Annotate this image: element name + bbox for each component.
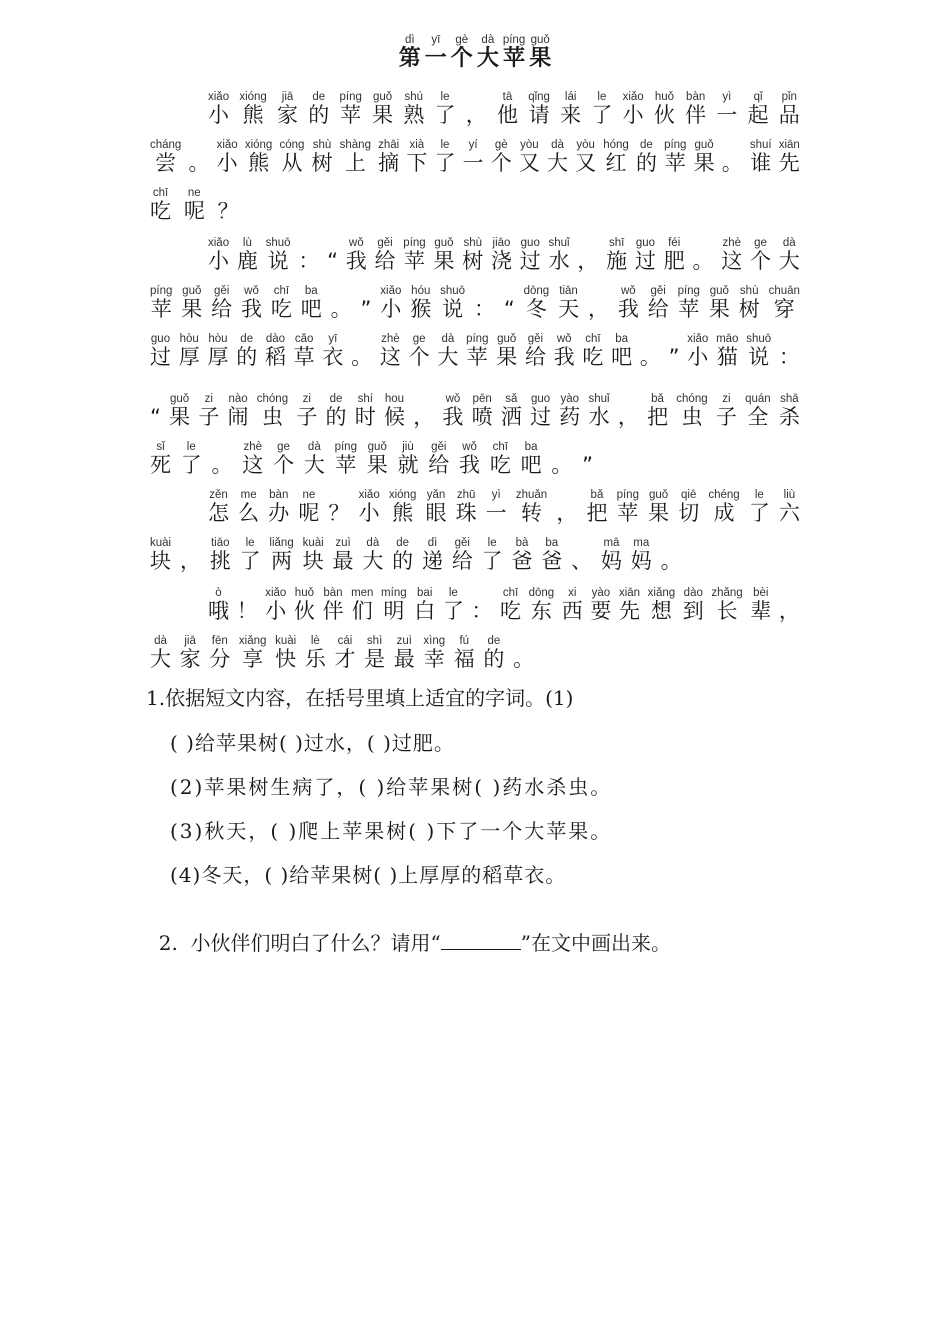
hanzi-char: 谁shuí bbox=[749, 139, 772, 175]
hanzi-char: 到dào bbox=[682, 587, 704, 623]
hanzi-char: 摘zhāi bbox=[378, 139, 400, 175]
hanzi-char: ” bbox=[582, 453, 593, 477]
hanzi-char: 浇jiāo bbox=[490, 237, 512, 273]
hanzi-char: 家jiā bbox=[277, 91, 299, 127]
hanzi-char: 小xiǎo bbox=[622, 91, 644, 127]
hanzi-char: 我wǒ bbox=[442, 393, 464, 429]
hanzi-char: 果guǒ bbox=[181, 285, 203, 321]
hanzi-char: 树shù bbox=[311, 139, 333, 175]
hanzi-char: 果guǒ bbox=[433, 237, 455, 273]
hanzi-char: 小xiǎo bbox=[265, 587, 287, 623]
hanzi-char: 尝cháng bbox=[150, 139, 182, 175]
hanzi-char: 了le bbox=[180, 441, 202, 477]
hanzi-char: 苹píng bbox=[334, 441, 357, 477]
hanzi-char: 明míng bbox=[381, 587, 407, 623]
hanzi-char: 才cái bbox=[334, 635, 356, 671]
hanzi-char: 小xiǎo bbox=[208, 91, 230, 127]
question-1-item-2: (2)苹果树生病了，( )给苹果树( )药水杀虫。 bbox=[170, 775, 613, 799]
hanzi-char: ， bbox=[556, 501, 578, 525]
hanzi-char: 死sǐ bbox=[150, 441, 171, 477]
hanzi-char: 眼yǎn bbox=[425, 489, 447, 525]
hanzi-char: 的de bbox=[483, 635, 505, 671]
hanzi-char: ， bbox=[465, 103, 487, 127]
hanzi-char: 长zhǎng bbox=[711, 587, 743, 623]
hanzi-char: 。 bbox=[188, 151, 210, 175]
hanzi-char: 呢ne bbox=[298, 489, 320, 525]
hanzi-char: ！ bbox=[236, 599, 258, 623]
hanzi-char: 乐lè bbox=[304, 635, 326, 671]
hanzi-char: ？ bbox=[217, 199, 239, 223]
hanzi-char: 苹píng bbox=[466, 333, 489, 369]
hanzi-char: 苹píng bbox=[664, 139, 687, 175]
hanzi-char: 从cóng bbox=[279, 139, 305, 175]
hanzi-char: 给gěi bbox=[524, 333, 546, 369]
title-char: 第dì bbox=[398, 34, 421, 71]
hanzi-char: 了le bbox=[591, 91, 613, 127]
hanzi-char: 。 bbox=[692, 249, 714, 273]
passage-line bbox=[208, 482, 800, 526]
hanzi-char: 吃chī bbox=[582, 333, 604, 369]
hanzi-char: 小xiǎo bbox=[380, 285, 402, 321]
hanzi-char: 吃chī bbox=[489, 441, 511, 477]
question-1-item-3: (3)秋天，( )爬上苹果树( )下了一个大苹果。 bbox=[170, 819, 613, 843]
hanzi-char: 全quán bbox=[745, 393, 771, 429]
hanzi-char: 果guǒ bbox=[169, 393, 191, 429]
hanzi-char: 子zi bbox=[296, 393, 318, 429]
hanzi-char: 们men bbox=[351, 587, 374, 623]
hanzi-char: ” bbox=[668, 345, 680, 369]
hanzi-char: ： bbox=[298, 249, 320, 273]
hanzi-char: 来lái bbox=[560, 91, 582, 127]
hanzi-char: 西xi bbox=[561, 587, 583, 623]
hanzi-char: 我wǒ bbox=[459, 441, 481, 477]
title-char: 一yī bbox=[424, 34, 447, 71]
hanzi-char: 成chéng bbox=[708, 489, 740, 525]
hanzi-char: 的de bbox=[392, 537, 414, 573]
hanzi-char: 要yào bbox=[590, 587, 612, 623]
hanzi-char: 稻dào bbox=[264, 333, 286, 369]
hanzi-char: ， bbox=[778, 599, 800, 623]
passage-line bbox=[150, 278, 800, 322]
hanzi-char: 幸xìng bbox=[423, 635, 446, 671]
hanzi-char: 果guǒ bbox=[693, 139, 715, 175]
hanzi-char: 的de bbox=[236, 333, 258, 369]
hanzi-char: 衣yī bbox=[322, 333, 344, 369]
hanzi-char: 两liǎng bbox=[269, 537, 294, 573]
hanzi-char: “ bbox=[150, 405, 161, 429]
hanzi-char: “ bbox=[327, 249, 338, 273]
hanzi-char: 转zhuǎn bbox=[515, 489, 548, 525]
hanzi-char: ： bbox=[471, 599, 493, 623]
hanzi-char: 大dà bbox=[778, 237, 800, 273]
hanzi-char: 吧ba bbox=[611, 333, 633, 369]
passage-line bbox=[150, 434, 593, 478]
hanzi-char: 天tiān bbox=[558, 285, 580, 321]
hanzi-char: 递dì bbox=[421, 537, 443, 573]
hanzi-char: 这zhè bbox=[242, 441, 264, 477]
hanzi-char: 穿chuān bbox=[768, 285, 800, 321]
hanzi-char: 冬dōng bbox=[523, 285, 550, 321]
hanzi-char: 先xiān bbox=[778, 139, 800, 175]
hanzi-char: 吧ba bbox=[520, 441, 542, 477]
hanzi-char: 苹píng bbox=[339, 91, 362, 127]
hanzi-char: ： bbox=[778, 345, 800, 369]
hanzi-char: 最zuì bbox=[393, 635, 415, 671]
passage-line bbox=[208, 580, 800, 624]
hanzi-char: 小xiǎo bbox=[687, 333, 709, 369]
hanzi-char: 上shàng bbox=[339, 139, 371, 175]
hanzi-char: 我wǒ bbox=[553, 333, 575, 369]
question-2-prefix: 2. 小伙伴们明白了什么？请用“ bbox=[158, 931, 441, 955]
hanzi-char: 说shuō bbox=[440, 285, 466, 321]
hanzi-char: “ bbox=[503, 297, 515, 321]
hanzi-char: 吧ba bbox=[300, 285, 322, 321]
hanzi-char: 起qǐ bbox=[747, 91, 769, 127]
hanzi-char: 红hóng bbox=[603, 139, 629, 175]
passage-line bbox=[150, 628, 534, 672]
title-char: 大dà bbox=[476, 34, 499, 71]
hanzi-char: 闹nào bbox=[227, 393, 249, 429]
hanzi-char: ： bbox=[473, 297, 495, 321]
hanzi-char: ？ bbox=[328, 501, 350, 525]
title-char: 苹píng bbox=[502, 34, 526, 71]
hanzi-char: ， bbox=[617, 405, 639, 429]
hanzi-char: 说shuō bbox=[746, 333, 772, 369]
hanzi-char: 洒sǎ bbox=[500, 393, 522, 429]
hanzi-char: 虫chóng bbox=[676, 393, 708, 429]
hanzi-char: ， bbox=[179, 549, 201, 573]
hanzi-char: 给gěi bbox=[647, 285, 669, 321]
hanzi-char: 辈bèi bbox=[750, 587, 772, 623]
hanzi-char: 享xiǎng bbox=[238, 635, 267, 671]
hanzi-char: 时shí bbox=[354, 393, 376, 429]
hanzi-char: 家jiā bbox=[179, 635, 201, 671]
hanzi-char: ， bbox=[587, 297, 609, 321]
hanzi-char: 苹píng bbox=[677, 285, 700, 321]
hanzi-char: 。 bbox=[551, 453, 573, 477]
hanzi-char: 爸bà bbox=[511, 537, 533, 573]
hanzi-char: 水shuǐ bbox=[588, 393, 610, 429]
hanzi-char: 、 bbox=[571, 549, 593, 573]
hanzi-char: 。 bbox=[351, 345, 373, 369]
hanzi-char: 鹿lù bbox=[236, 237, 258, 273]
passage-line bbox=[208, 84, 800, 128]
hanzi-char: 。 bbox=[639, 345, 661, 369]
hanzi-char: 我wǒ bbox=[241, 285, 263, 321]
hanzi-char: ， bbox=[577, 249, 599, 273]
hanzi-char: 了le bbox=[434, 139, 456, 175]
question-1-item-4: (4)冬天，( )给苹果树( )上厚厚的稻草衣。 bbox=[170, 863, 567, 887]
question-1-stem: 1.依据短文内容，在括号里填上适宜的字词。(1) bbox=[146, 686, 574, 710]
passage-line bbox=[150, 132, 800, 176]
passage-line bbox=[150, 326, 800, 370]
hanzi-char: 吃chī bbox=[500, 587, 521, 623]
hanzi-char: 六liù bbox=[778, 489, 800, 525]
hanzi-char: 我wǒ bbox=[617, 285, 639, 321]
hanzi-char: 大dà bbox=[303, 441, 325, 477]
passage-line bbox=[150, 386, 800, 430]
hanzi-char: 把bǎ bbox=[586, 489, 608, 525]
hanzi-char: 个gè bbox=[490, 139, 512, 175]
hanzi-char: 妈ma bbox=[630, 537, 652, 573]
hanzi-char: 挑tiāo bbox=[209, 537, 231, 573]
hanzi-char: 给gěi bbox=[211, 285, 233, 321]
hanzi-char: 过guo bbox=[634, 237, 656, 273]
question-2-suffix: ”在文中画出来。 bbox=[520, 931, 671, 955]
hanzi-char: 的de bbox=[325, 393, 347, 429]
hanzi-char: ， bbox=[413, 405, 435, 429]
hanzi-char: 下xià bbox=[406, 139, 428, 175]
hanzi-char: 分fēn bbox=[209, 635, 231, 671]
hanzi-char: 给gěi bbox=[374, 237, 396, 273]
hanzi-char: 子zi bbox=[198, 393, 220, 429]
underline-sample bbox=[441, 931, 521, 950]
hanzi-char: 水shuǐ bbox=[548, 237, 570, 273]
hanzi-char: 树shù bbox=[462, 237, 484, 273]
hanzi-char: 了le bbox=[442, 587, 464, 623]
hanzi-char: 苹píng bbox=[150, 285, 173, 321]
hanzi-char: 一yì bbox=[716, 91, 738, 127]
hanzi-char: 伙huǒ bbox=[653, 91, 675, 127]
hanzi-char: 办bàn bbox=[268, 489, 290, 525]
hanzi-char: 杀shā bbox=[778, 393, 800, 429]
hanzi-char: 虫chóng bbox=[256, 393, 289, 429]
hanzi-char: 熊xióng bbox=[388, 489, 417, 525]
story-title bbox=[0, 34, 950, 72]
hanzi-char: 快kuài bbox=[275, 635, 297, 671]
hanzi-char: 厚hòu bbox=[178, 333, 200, 369]
hanzi-char: 了le bbox=[434, 91, 456, 127]
passage-line bbox=[208, 230, 800, 274]
hanzi-char: 个ge bbox=[408, 333, 430, 369]
passage-line bbox=[150, 180, 239, 224]
hanzi-char: 过guo bbox=[530, 393, 552, 429]
hanzi-char: 了le bbox=[481, 537, 503, 573]
hanzi-char: 小xiǎo bbox=[208, 237, 230, 273]
hanzi-char: 大dà bbox=[437, 333, 459, 369]
hanzi-char: 呢ne bbox=[183, 187, 205, 223]
hanzi-char: 苹píng bbox=[616, 489, 639, 525]
hanzi-char: 了le bbox=[748, 489, 770, 525]
hanzi-char: 这zhè bbox=[721, 237, 743, 273]
hanzi-char: 喷pēn bbox=[471, 393, 493, 429]
hanzi-char: 珠zhū bbox=[455, 489, 477, 525]
hanzi-char: 。 bbox=[513, 647, 535, 671]
hanzi-char: 果guǒ bbox=[496, 333, 518, 369]
hanzi-char: 猫māo bbox=[716, 333, 739, 369]
hanzi-char: 他tā bbox=[496, 91, 518, 127]
hanzi-char: 。 bbox=[660, 549, 682, 573]
hanzi-char: 福fú bbox=[453, 635, 475, 671]
hanzi-char: 最zuì bbox=[332, 537, 354, 573]
hanzi-char: 想xiǎng bbox=[647, 587, 676, 623]
hanzi-char: 品pǐn bbox=[778, 91, 800, 127]
hanzi-char: 说shuō bbox=[265, 237, 291, 273]
title-char: 个gè bbox=[450, 34, 473, 71]
hanzi-char: 个ge bbox=[273, 441, 295, 477]
hanzi-char: 东dōng bbox=[528, 587, 555, 623]
hanzi-char: 爸ba bbox=[541, 537, 563, 573]
hanzi-char: 熊xióng bbox=[239, 91, 267, 127]
hanzi-char: 这zhè bbox=[379, 333, 401, 369]
hanzi-char: 厚hòu bbox=[207, 333, 229, 369]
hanzi-char: 施shī bbox=[606, 237, 628, 273]
hanzi-char: 伴bàn bbox=[322, 587, 344, 623]
hanzi-char: 把bǎ bbox=[647, 393, 669, 429]
hanzi-char: 妈mā bbox=[600, 537, 622, 573]
hanzi-char: 。 bbox=[721, 151, 743, 175]
hanzi-char: 哦ò bbox=[208, 587, 229, 623]
hanzi-char: 么me bbox=[238, 489, 260, 525]
hanzi-char: 一yì bbox=[485, 489, 507, 525]
hanzi-char: 又yòu bbox=[518, 139, 540, 175]
hanzi-char: 一yí bbox=[462, 139, 484, 175]
hanzi-char: 的de bbox=[635, 139, 657, 175]
hanzi-char: ” bbox=[360, 297, 372, 321]
hanzi-char: 苹píng bbox=[403, 237, 426, 273]
hanzi-char: 。 bbox=[330, 297, 352, 321]
hanzi-char: 草cǎo bbox=[293, 333, 315, 369]
hanzi-char: 给gěi bbox=[451, 537, 473, 573]
hanzi-char: 果guǒ bbox=[372, 91, 394, 127]
hanzi-char: 块kuài bbox=[302, 537, 324, 573]
hanzi-char: 。 bbox=[211, 453, 233, 477]
hanzi-char: 熟shú bbox=[403, 91, 425, 127]
hanzi-char: 树shù bbox=[738, 285, 760, 321]
hanzi-char: 请qǐng bbox=[528, 91, 550, 127]
hanzi-char: 过guo bbox=[150, 333, 171, 369]
hanzi-char: 切qiē bbox=[678, 489, 700, 525]
hanzi-char: 先xiān bbox=[618, 587, 641, 623]
hanzi-char: 猴hóu bbox=[410, 285, 432, 321]
hanzi-char: 又yòu bbox=[575, 139, 597, 175]
hanzi-char: 果guǒ bbox=[708, 285, 730, 321]
hanzi-char: 吃chī bbox=[150, 187, 171, 223]
hanzi-char: 怎zěn bbox=[208, 489, 229, 525]
hanzi-char: 吃chī bbox=[270, 285, 292, 321]
hanzi-char: 块kuài bbox=[150, 537, 172, 573]
hanzi-char: 肥féi bbox=[663, 237, 685, 273]
question-1-item-1: ( )给苹果树( )过水，( )过肥。 bbox=[170, 731, 455, 755]
hanzi-char: 小xiǎo bbox=[358, 489, 380, 525]
hanzi-char: 伙huǒ bbox=[293, 587, 315, 623]
hanzi-char: 了le bbox=[239, 537, 261, 573]
hanzi-char: 个ge bbox=[749, 237, 771, 273]
hanzi-char: 大dà bbox=[546, 139, 568, 175]
hanzi-char: 熊xióng bbox=[244, 139, 273, 175]
hanzi-char: 是shì bbox=[364, 635, 386, 671]
hanzi-char: 果guǒ bbox=[648, 489, 670, 525]
question-2 bbox=[146, 903, 806, 956]
hanzi-char: 白bai bbox=[414, 587, 436, 623]
hanzi-char: 药yào bbox=[559, 393, 581, 429]
hanzi-char: 候hou bbox=[383, 393, 405, 429]
title-char: 果guǒ bbox=[529, 34, 552, 71]
hanzi-char: 我wǒ bbox=[345, 237, 367, 273]
hanzi-char: 伴bàn bbox=[685, 91, 707, 127]
hanzi-char: 大dà bbox=[362, 537, 384, 573]
passage-line bbox=[150, 530, 682, 574]
hanzi-char: 小xiǎo bbox=[216, 139, 238, 175]
hanzi-char: 过guo bbox=[519, 237, 541, 273]
hanzi-char: 就jiù bbox=[397, 441, 419, 477]
hanzi-char: 果guǒ bbox=[366, 441, 388, 477]
hanzi-char: 大dà bbox=[150, 635, 171, 671]
hanzi-char: 给gěi bbox=[428, 441, 450, 477]
hanzi-char: 子zi bbox=[715, 393, 737, 429]
hanzi-char: 的de bbox=[308, 91, 330, 127]
